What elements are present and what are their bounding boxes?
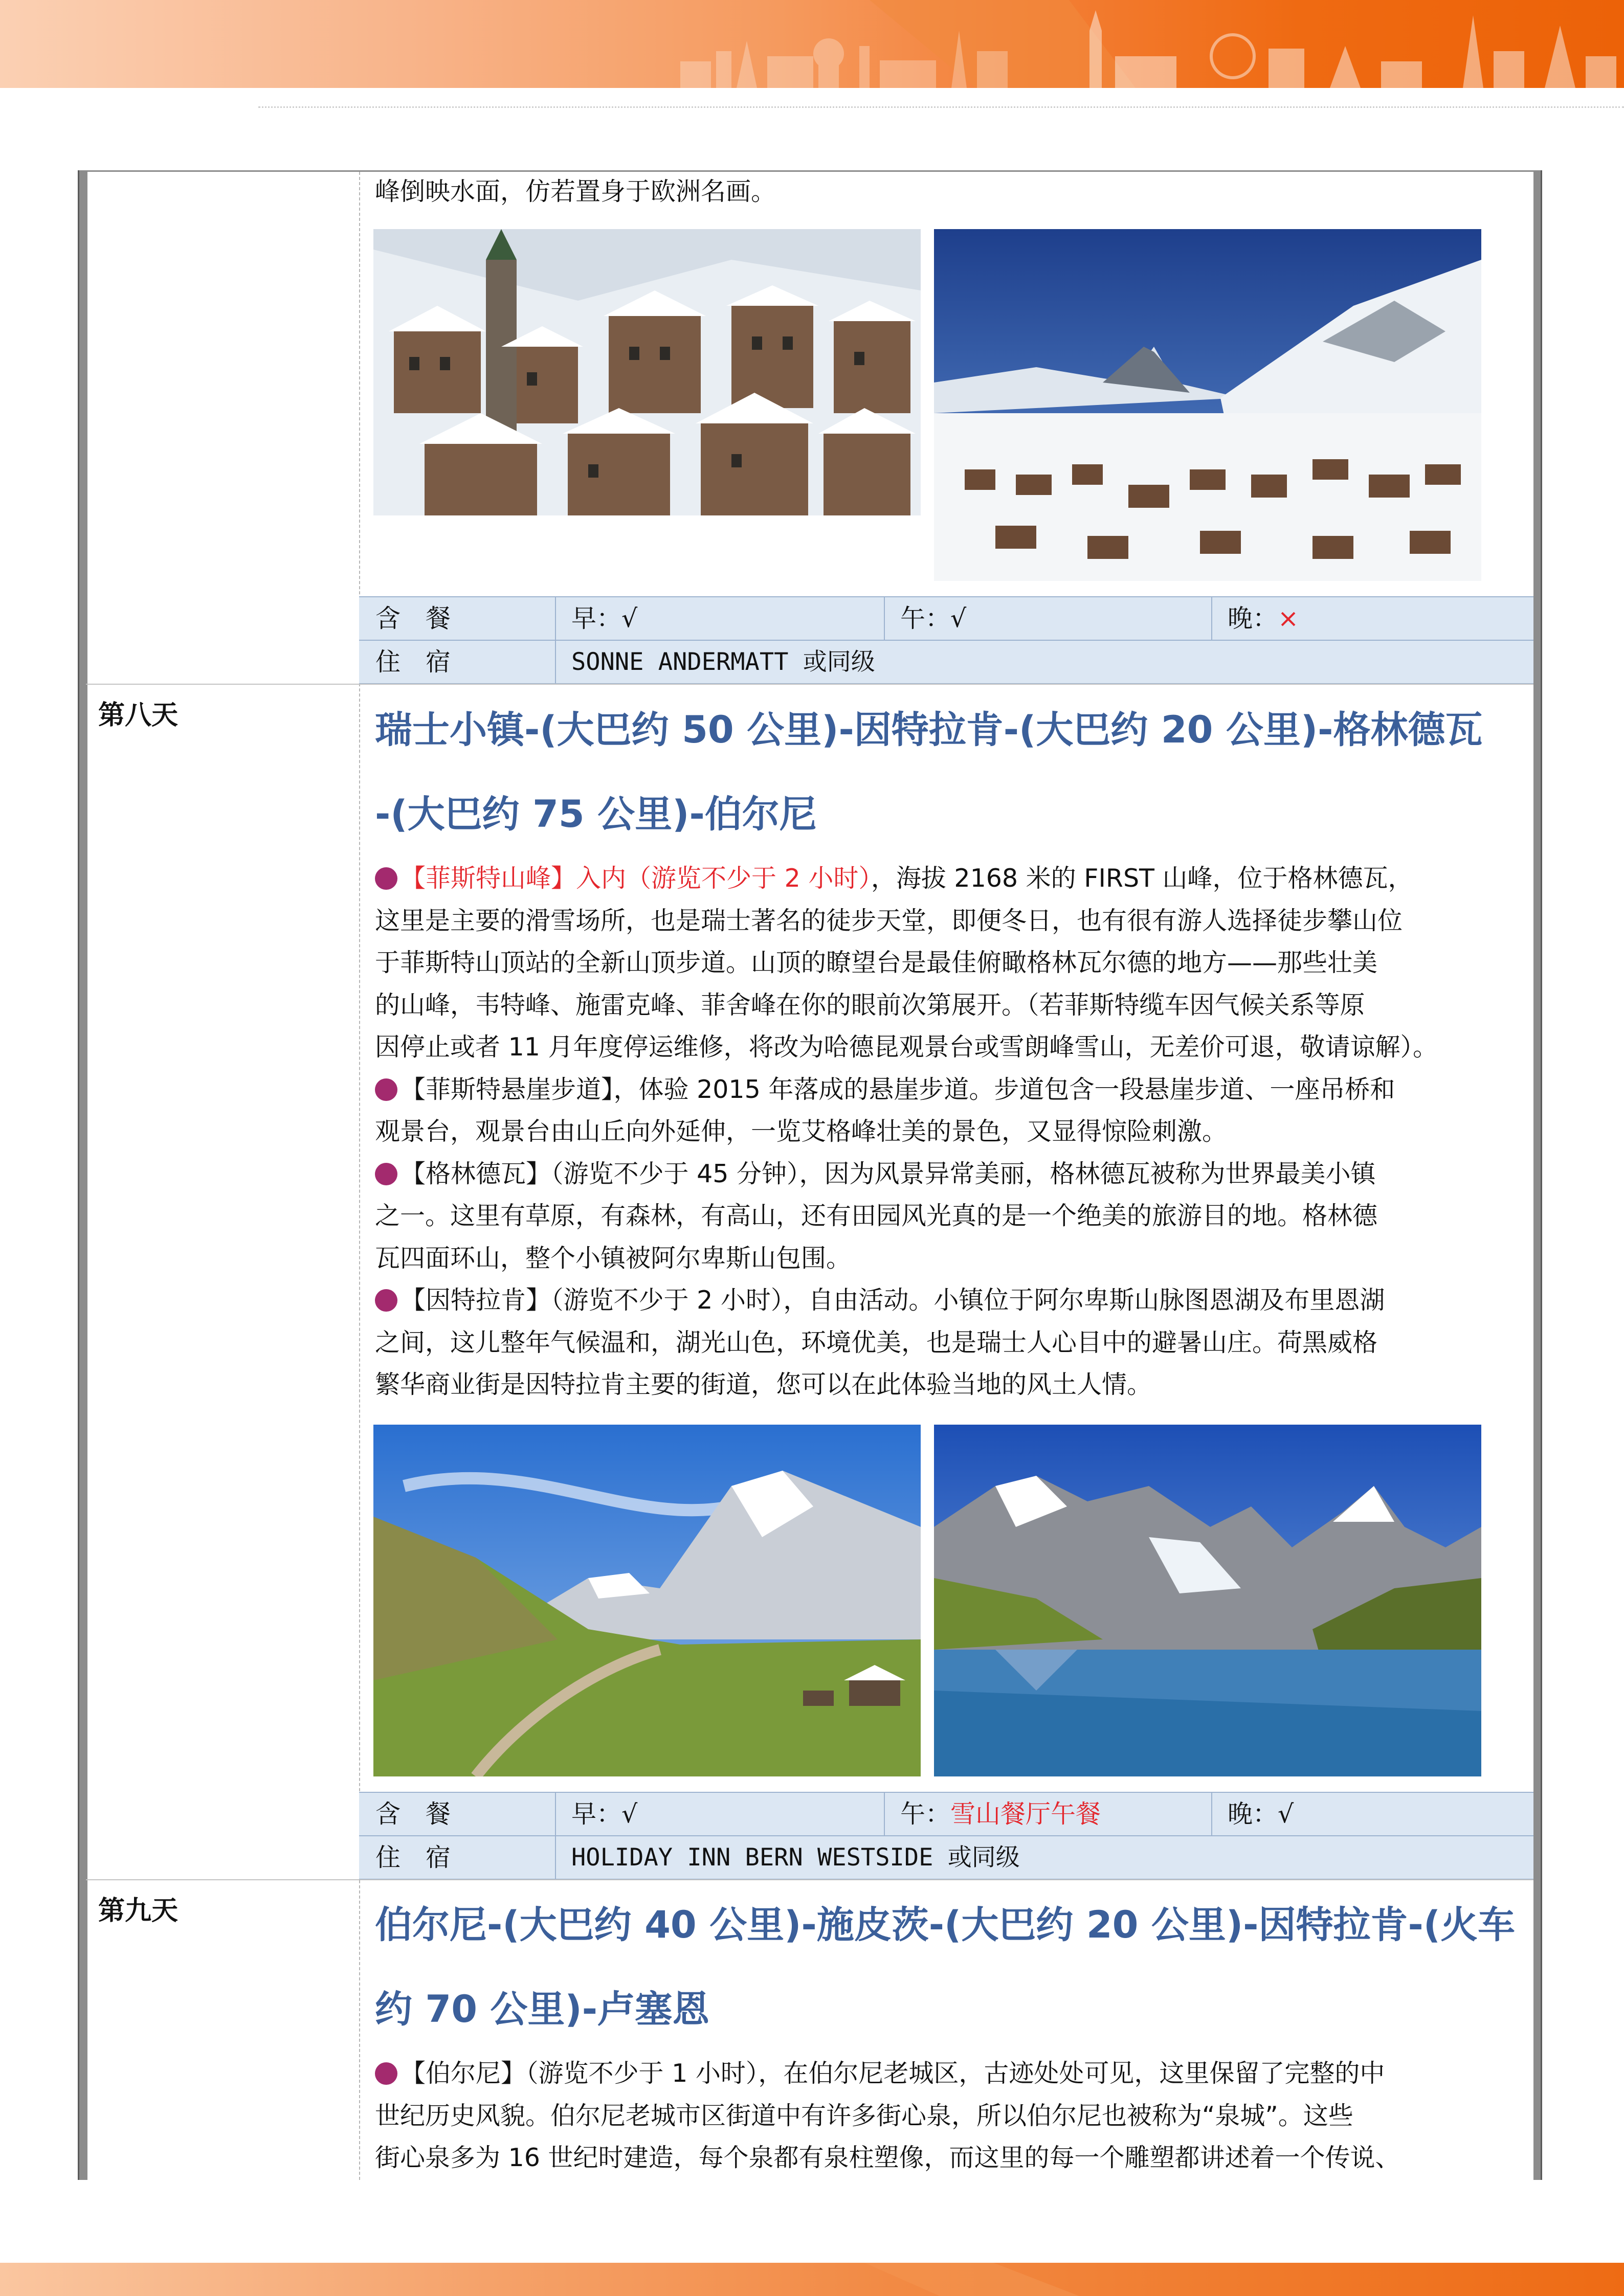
hotel-name: SONNE ANDERMATT 或同级 [571,648,875,676]
bullet-icon [375,1163,397,1185]
skyline-decoration [665,0,1624,88]
day-separator [86,684,1533,685]
breakfast-cell: 早：√ [571,1799,638,1829]
hotel-name: HOLIDAY INN BERN WESTSIDE 或同级 [571,1843,1020,1872]
paragraph-line: 【菲斯特悬崖步道】，体验 2015 年落成的悬崖步道。步道包含一段悬崖步道、一座吊桥和 [375,1069,1527,1111]
day9-paragraph-bern [375,2053,1527,2179]
footer-band [0,2263,1624,2296]
dinner-cell: 晚：√ [1228,1799,1294,1829]
bullet-icon [375,1078,397,1101]
lunch-cell: 午：雪山餐厅午餐 [900,1799,1101,1829]
day9-title-line2: 约 70 公里)-卢塞恩 [375,1988,710,2031]
day8-title-line1: 瑞士小镇-(大巴约 50 公里)-因特拉肯-(大巴约 20 公里)-格林德瓦 [375,708,1483,752]
dinner-cell: 晚：× [1228,604,1299,633]
paragraph-line: 的山峰，韦特峰、施雷克峰、菲舍峰在你的眼前次第展开。（若菲斯特缆车因气候关系等原 [375,990,1365,1020]
day8-label: 第八天 [98,700,179,731]
lunch-cell: 午：√ [900,604,967,633]
paragraph-line: 于菲斯特山顶站的全新山顶步道。山顶的瞭望台是最佳俯瞰格林瓦尔德的地方——那些壮美 [375,948,1378,977]
day8-lodging-row [359,1835,1533,1880]
day8-meal-row [359,1792,1533,1835]
header-rule [258,106,1624,108]
day9-label: 第九天 [98,1896,179,1926]
photo-matterhorn-village [934,229,1481,581]
paragraph-line: 观景台，观景台由山丘向外延伸，一览艾格峰壮美的景色，又显得惊险刺激。 [375,1117,1228,1146]
bullet-icon [375,2062,397,2085]
lodging-label: 住 宿 [375,1843,451,1872]
paragraph-line: 这里是主要的滑雪场所，也是瑞士著名的徒步天堂，即便冬日，也有很有游人选择徒步攀山位 [375,906,1403,935]
paragraph-line: 因停止或者 11 月年度停运维修，将改为哈德昆观景台或雪朗峰雪山，无差价可退，敬请谅解）。 [375,1032,1438,1062]
day7-meal-row [359,596,1533,640]
dinner-not-included-mark: × [1278,604,1299,633]
bullet-icon [375,1289,397,1312]
paragraph-line: 街心泉多为 16 世纪时建造，每个泉都有泉柱塑像，而这里的每一个雕塑都讲述着一个传说、 [375,2143,1400,2172]
meal-label: 含 餐 [375,1799,451,1829]
photo-first-hiking-trail [373,1425,921,1776]
header-banner [0,0,1624,88]
photo-bachalpsee-lake [934,1425,1481,1776]
paragraph-line: 【格林德瓦】（游览不少于 45 分钟），因为风景异常美丽，格林德瓦被称为世界最美小镇 [375,1153,1527,1196]
photo-zermatt-village [373,229,921,581]
bullet-icon [375,867,397,890]
paragraph-line: 【菲斯特山峰】入内（游览不少于 2 小时），海拔 2168 米的 FIRST 山峰，位于格林德瓦， [375,858,1527,900]
day-separator [86,1879,1533,1880]
lunch-special: 雪山餐厅午餐 [950,1799,1101,1829]
day8-paragraph-first [375,858,1527,1406]
intro-text: 峰倒映水面，仿若置身于欧洲名画。 [375,177,776,206]
paragraph-line: 繁华商业街是因特拉肯主要的街道，您可以在此体验当地的风土人情。 [375,1370,1152,1399]
paragraph-line: 之一。这里有草原，有森林，有高山，还有田园风光真的是一个绝美的旅游目的地。格林德 [375,1201,1378,1230]
paragraph-line: 之间，这儿整年气候温和，湖光山色，环境优美，也是瑞士人心目中的避暑山庄。荷黑威格 [375,1327,1378,1357]
paragraph-line: 【伯尔尼】（游览不少于 1 小时），在伯尔尼老城区，古迹处处可见，这里保留了完整的中 [375,2053,1527,2095]
day9-title-line1: 伯尔尼-(大巴约 40 公里)-施皮茨-(大巴约 20 公里)-因特拉肯-(火车 [375,1903,1516,1947]
paragraph-line: 世纪历史风貌。伯尔尼老城市区街道中有许多街心泉，所以伯尔尼也被称为“泉城”。这些 [375,2101,1353,2130]
day7-lodging-row [359,640,1533,684]
lodging-label: 住 宿 [375,647,451,677]
meal-label: 含 餐 [375,604,451,633]
breakfast-cell: 早：√ [571,604,638,633]
paragraph-line: 【因特拉肯】（游览不少于 2 小时），自由活动。小镇位于阿尔卑斯山脉图恩湖及布里恩湖 [375,1279,1527,1322]
table-left-border [78,170,87,2180]
table-right-border [1533,170,1542,2180]
footer-wedge [864,2263,1079,2296]
day8-title-line2: -(大巴约 75 公里)-伯尔尼 [375,793,817,836]
paragraph-line: 瓦四面环山，整个小镇被阿尔卑斯山包围。 [375,1243,852,1273]
